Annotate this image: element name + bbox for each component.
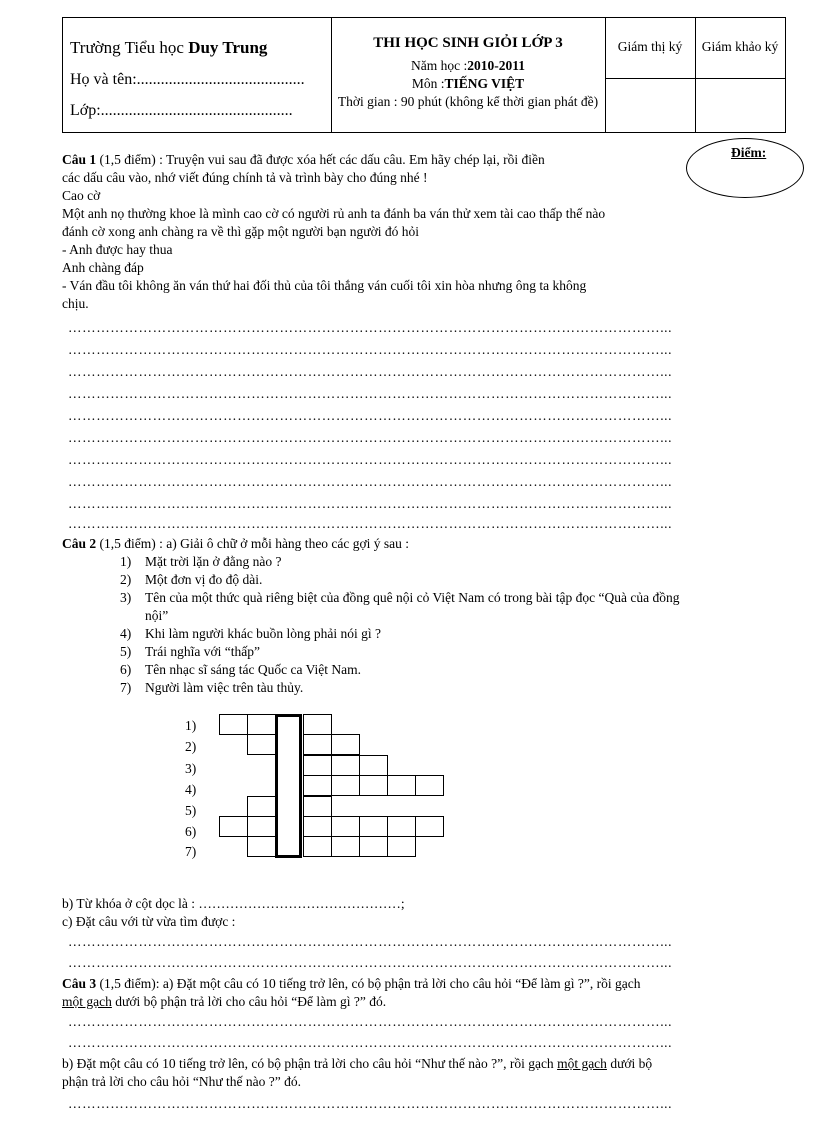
story-line: Cao cờ xyxy=(62,188,101,203)
clue-item: 5) Trái nghĩa với “thấp” xyxy=(120,644,260,659)
crossword-cell[interactable] xyxy=(219,816,248,837)
clue-item: 6) Tên nhạc sĩ sáng tác Quốc ca Việt Nam. xyxy=(120,662,361,677)
examiner-cell xyxy=(695,18,785,132)
proctor-label: Giám thị ký xyxy=(617,39,683,54)
class-field[interactable]: Lớp:................................................ xyxy=(70,102,293,119)
crossword-cell[interactable] xyxy=(331,775,360,796)
score-label: Điểm: xyxy=(731,145,767,160)
crossword-cell[interactable] xyxy=(359,816,388,837)
story-line: Một anh nọ thường khoe là mình cao cờ có người rủ anh ta đánh ba ván thử xem tài cao thấp thế nào xyxy=(62,206,606,221)
crossword-cell[interactable] xyxy=(247,734,276,755)
row-label: 4) xyxy=(185,782,197,797)
answer-line[interactable]: ………………………………………………………………………………………………………………... xyxy=(68,516,673,531)
q2-instruction: Câu 2 (1,5 điểm) : a) Giải ô chữ ở mỗi hàng theo các gợi ý sau : xyxy=(62,536,410,551)
exam-time: Thời gian : 90 phút (không kể thời gian phát đề) xyxy=(337,94,599,109)
clue-item: 7) Người làm việc trên tàu thủy. xyxy=(120,680,304,695)
crossword-cell[interactable] xyxy=(247,816,276,837)
q3-part-a-2: một gạch dưới bộ phận trả lời cho câu hỏi “Để làm gì ?” đó. xyxy=(62,994,387,1009)
answer-line[interactable]: ………………………………………………………………………………………………………………... xyxy=(68,320,673,335)
answer-line[interactable]: ………………………………………………………………………………………………………………... xyxy=(68,496,673,511)
crossword-cell[interactable] xyxy=(219,714,248,735)
answer-line[interactable]: ………………………………………………………………………………………………………………... xyxy=(68,1096,673,1111)
answer-line[interactable]: ………………………………………………………………………………………………………………... xyxy=(68,452,673,467)
story-line: chịu. xyxy=(62,296,89,311)
crossword-cell[interactable] xyxy=(303,714,332,735)
answer-line[interactable]: ………………………………………………………………………………………………………………... xyxy=(68,364,673,379)
row-label: 3) xyxy=(185,761,197,776)
story-line: - Ván đầu tôi không ăn ván thứ hai đối thủ của tôi thắng ván cuối tôi xin hòa nhưng ông ta không xyxy=(62,278,587,293)
story-line: - Anh được hay thua xyxy=(62,242,173,257)
crossword-cell[interactable] xyxy=(331,816,360,837)
crossword-cell[interactable] xyxy=(359,836,388,857)
crossword-cell[interactable] xyxy=(247,796,276,817)
crossword-cell[interactable] xyxy=(359,775,388,796)
story-line: Anh chàng đáp xyxy=(62,260,144,275)
score-oval[interactable] xyxy=(686,138,804,198)
q3-part-b-2: phận trả lời cho câu hỏi “Như thế nào ?” đó. xyxy=(62,1074,301,1089)
crossword-cell[interactable] xyxy=(331,755,360,776)
proctor-signature-box[interactable] xyxy=(605,78,695,79)
crossword-cell[interactable] xyxy=(303,734,332,755)
answer-line[interactable]: ………………………………………………………………………………………………………………... xyxy=(68,474,673,489)
q2-part-c: c) Đặt câu với từ vừa tìm được : xyxy=(62,914,236,929)
answer-line[interactable]: ………………………………………………………………………………………………………………... xyxy=(68,934,673,949)
exam-info-cell xyxy=(331,18,606,132)
crossword-cell[interactable] xyxy=(387,775,416,796)
crossword-cell[interactable] xyxy=(387,836,416,857)
crossword-cell[interactable] xyxy=(303,775,332,796)
q2-part-b[interactable]: b) Từ khóa ở cột dọc là : ………………………………………; xyxy=(62,896,405,911)
examiner-label: Giám khảo ký xyxy=(701,39,779,54)
q1-instruction-2: các dấu câu vào, nhớ viết đúng chính tả và trình bày cho đúng nhé ! xyxy=(62,170,428,185)
row-label: 7) xyxy=(185,844,197,859)
row-label: 1) xyxy=(185,718,197,733)
clue-item: 3) Tên của một thức quà riêng biệt của đồng quê nội cỏ Việt Nam có trong bài tập đọc “Quà của đồng xyxy=(120,590,680,605)
crossword-cell[interactable] xyxy=(303,796,332,817)
crossword-cell[interactable] xyxy=(247,714,276,735)
clue-item: 1) Mặt trời lặn ở đằng nào ? xyxy=(120,554,282,569)
crossword-cell[interactable] xyxy=(415,816,444,837)
exam-title: THI HỌC SINH GIỎI LỚP 3 xyxy=(373,35,563,51)
crossword-cell[interactable] xyxy=(303,755,332,776)
proctor-cell xyxy=(605,18,696,132)
crossword-cell[interactable] xyxy=(331,734,360,755)
answer-line[interactable]: ………………………………………………………………………………………………………………... xyxy=(68,386,673,401)
crossword-grid xyxy=(185,714,455,864)
clue-item: 2) Một đơn vị đo độ dài. xyxy=(120,572,263,587)
story-line: đánh cờ xong anh chàng ra về thì gặp một người bạn người đó hỏi xyxy=(62,224,419,239)
examiner-signature-box[interactable] xyxy=(695,78,785,79)
keyword-column[interactable] xyxy=(275,714,302,858)
clue-item: nội” xyxy=(145,608,169,623)
clue-item: 4) Khi làm người khác buồn lòng phải nói gì ? xyxy=(120,626,382,641)
subject: Môn :TIẾNG VIỆT xyxy=(411,76,525,91)
crossword-cell[interactable] xyxy=(303,816,332,837)
answer-line[interactable]: ………………………………………………………………………………………………………………... xyxy=(68,430,673,445)
q3-part-b: b) Đặt một câu có 10 tiếng trở lên, có bộ phận trả lời cho câu hỏi “Như thế nào ?”, rồi gạch một gạch dưới bộ xyxy=(62,1056,653,1071)
crossword-cell[interactable] xyxy=(359,755,388,776)
answer-line[interactable]: ………………………………………………………………………………………………………………... xyxy=(68,955,673,970)
exam-header xyxy=(62,17,786,133)
answer-line[interactable]: ………………………………………………………………………………………………………………... xyxy=(68,1014,673,1029)
crossword-cell[interactable] xyxy=(331,836,360,857)
q3-part-a: Câu 3 (1,5 điểm): a) Đặt một câu có 10 tiếng trở lên, có bộ phận trả lời cho câu hỏi “Để làm gì ?”, rồi gạch xyxy=(62,976,641,991)
answer-line[interactable]: ………………………………………………………………………………………………………………... xyxy=(68,408,673,423)
answer-line[interactable]: ………………………………………………………………………………………………………………... xyxy=(68,1035,673,1050)
crossword-cell[interactable] xyxy=(387,816,416,837)
crossword-cell[interactable] xyxy=(303,836,332,857)
school-year: Năm học :2010-2011 xyxy=(410,58,525,73)
q1-instruction: Câu 1 (1,5 điểm) : Truyện vui sau đã được xóa hết các dấu câu. Em hãy chép lại, rồi điền xyxy=(62,152,545,167)
row-label: 2) xyxy=(185,739,197,754)
row-label: 6) xyxy=(185,824,197,839)
student-name-field[interactable]: Họ và tên:.......................................... xyxy=(70,71,305,88)
student-info-cell xyxy=(63,18,332,132)
crossword-cell[interactable] xyxy=(415,775,444,796)
answer-line[interactable]: ………………………………………………………………………………………………………………... xyxy=(68,342,673,357)
school-name: Trường Tiểu học Duy Trung xyxy=(70,38,268,57)
crossword-cell[interactable] xyxy=(247,836,276,857)
row-label: 5) xyxy=(185,803,197,818)
